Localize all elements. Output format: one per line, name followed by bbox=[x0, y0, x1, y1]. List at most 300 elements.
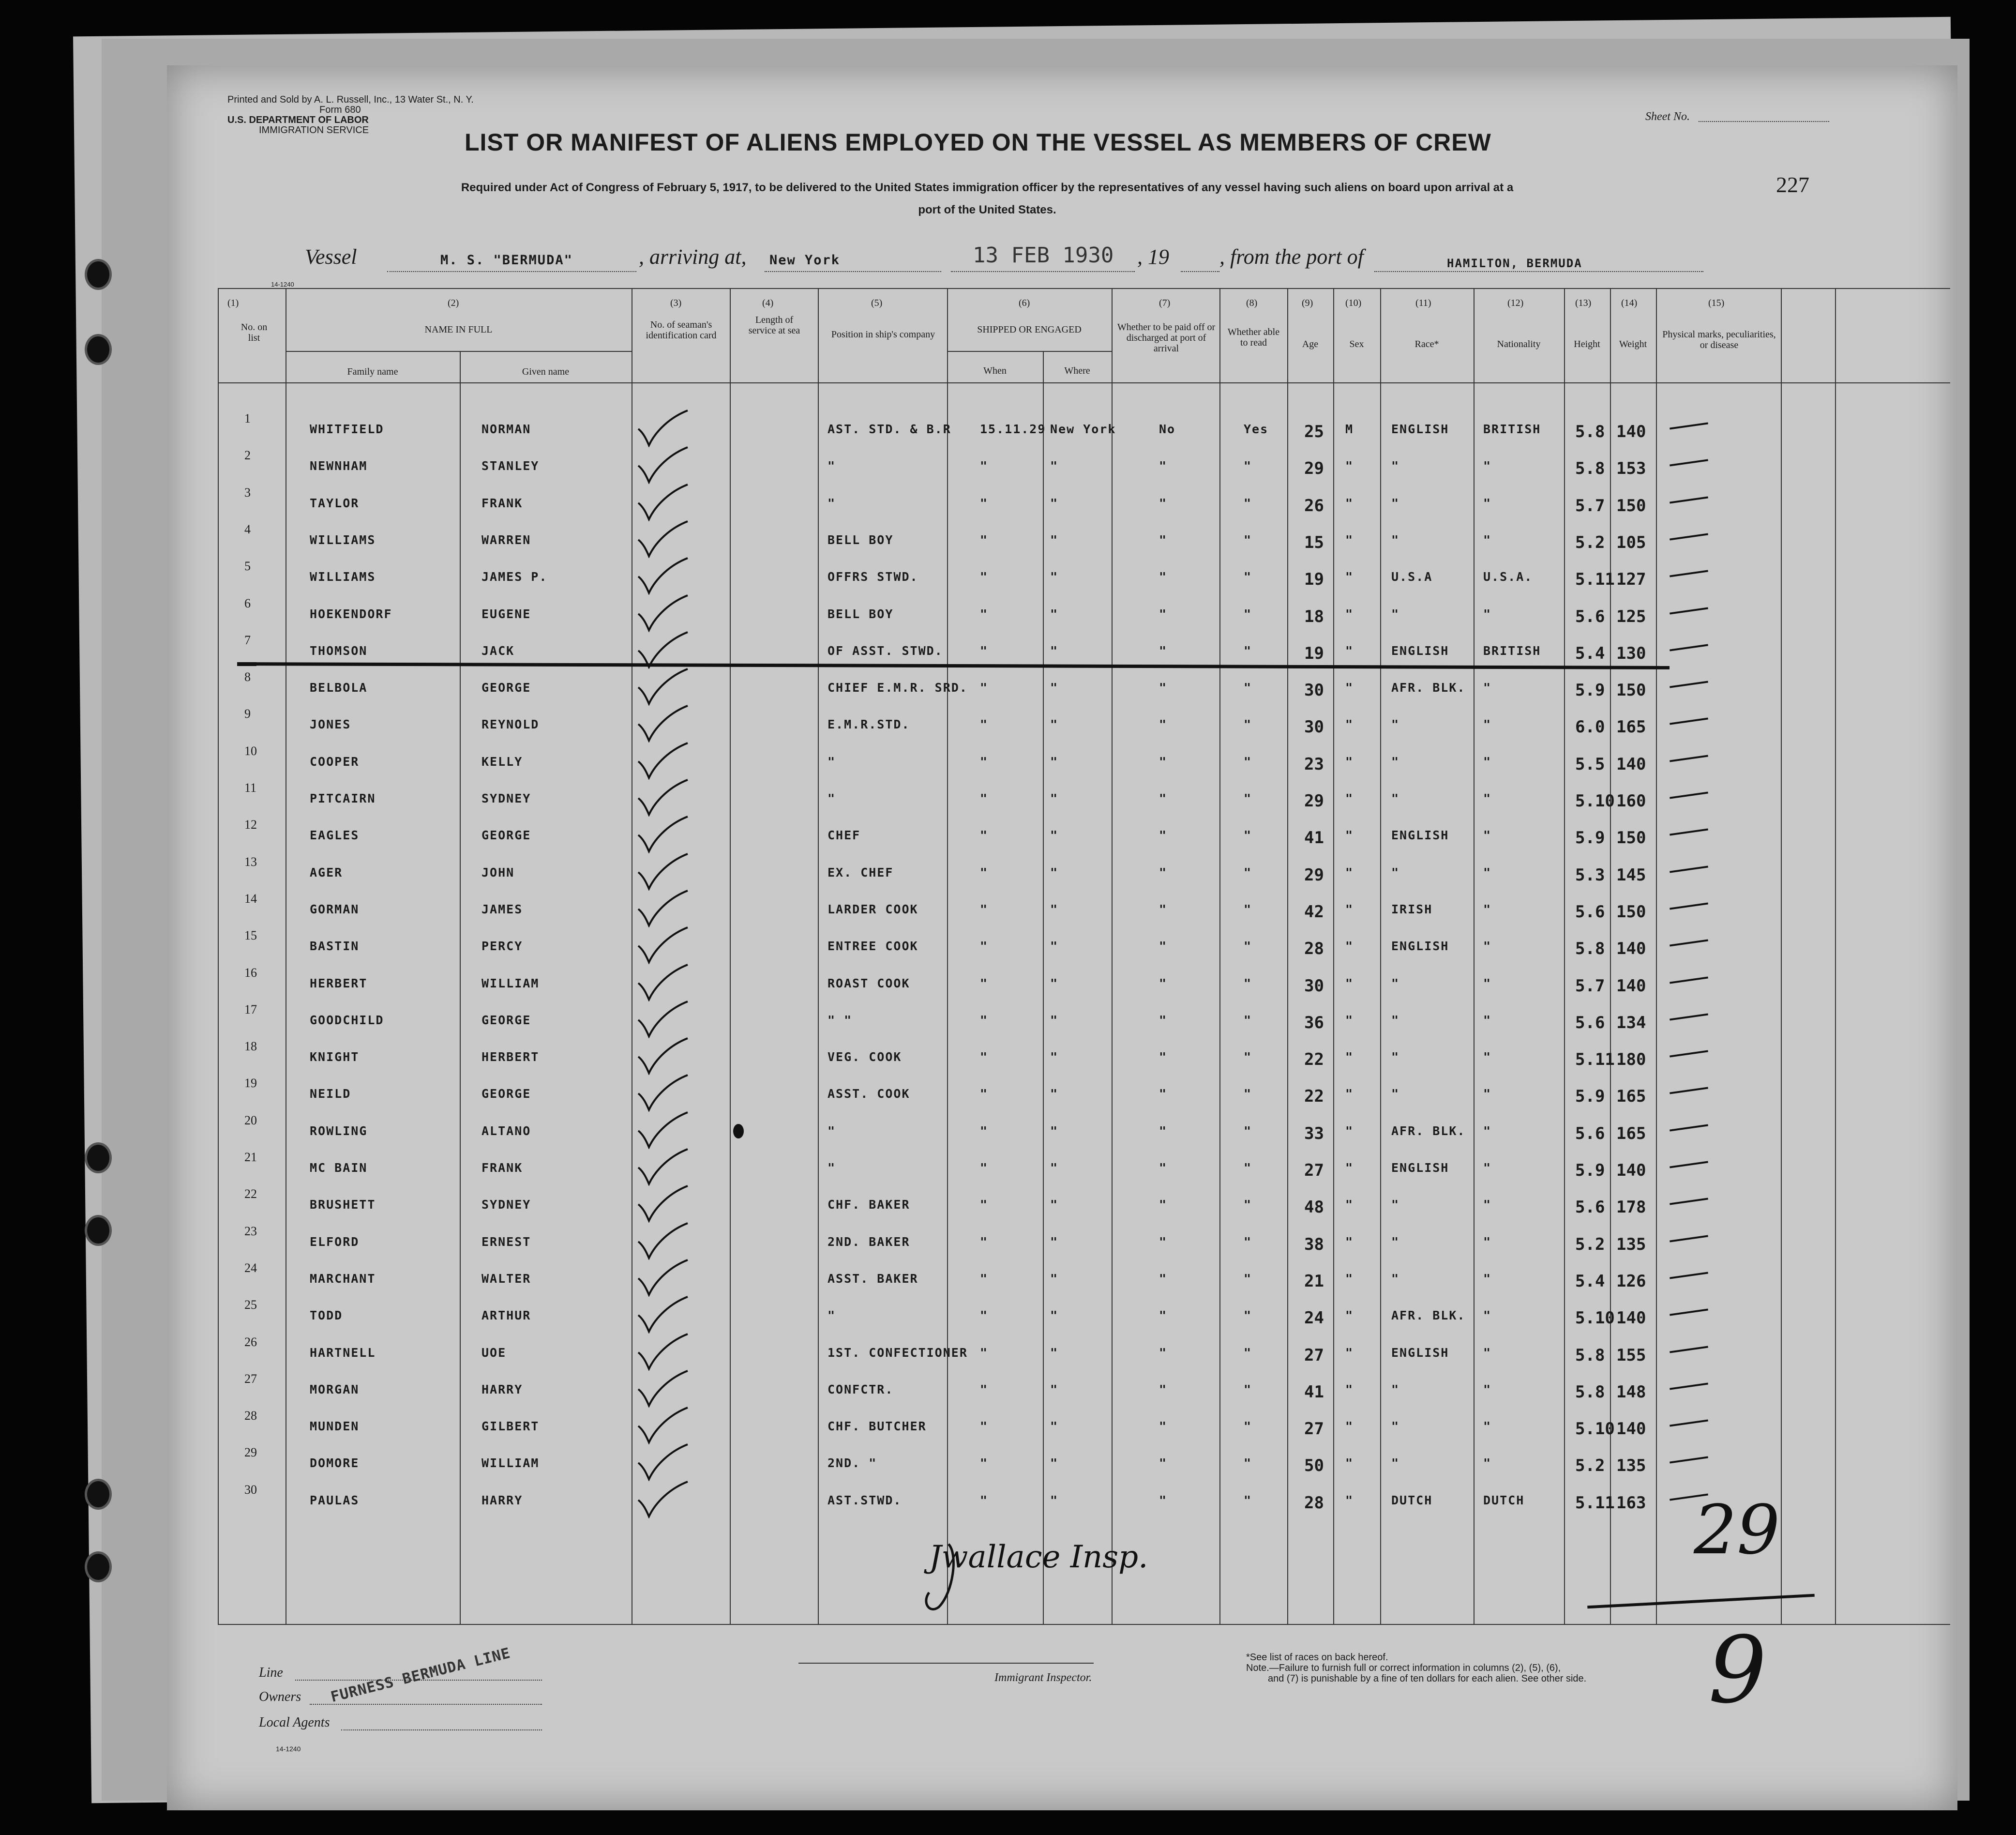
physical-marks-dash bbox=[1670, 1161, 1708, 1168]
given-name: GEORGE bbox=[481, 681, 531, 695]
check-mark-icon bbox=[636, 445, 690, 484]
height: 5.11 bbox=[1575, 570, 1615, 590]
vessel-underline bbox=[387, 271, 636, 272]
height: 5.9 bbox=[1575, 681, 1605, 700]
shipped-when: " bbox=[980, 1123, 989, 1138]
height: 5.9 bbox=[1575, 1161, 1605, 1180]
binder-hole bbox=[85, 259, 112, 290]
height: 5.6 bbox=[1575, 1198, 1605, 1217]
row-number: 17 bbox=[244, 1002, 257, 1016]
given-name: KELLY bbox=[481, 754, 523, 769]
family-name: NEWNHAM bbox=[310, 459, 368, 473]
shipped-when: " bbox=[980, 939, 989, 954]
sex: " bbox=[1345, 1382, 1354, 1396]
position: AST.STWD. bbox=[827, 1493, 902, 1507]
check-mark-icon bbox=[636, 409, 690, 447]
height: 5.2 bbox=[1575, 1456, 1605, 1476]
age: 29 bbox=[1304, 459, 1324, 479]
date-stamp: 13 FEB 1930 bbox=[973, 243, 1114, 268]
shipped-where: " bbox=[1050, 459, 1059, 473]
age: 50 bbox=[1304, 1456, 1324, 1476]
vessel-label: Vessel bbox=[305, 245, 357, 269]
shipped-when: " bbox=[980, 717, 989, 732]
position: " bbox=[827, 496, 836, 510]
paid-off: " bbox=[1159, 607, 1168, 621]
race: " bbox=[1391, 459, 1400, 473]
race: AFR. BLK. bbox=[1391, 1123, 1466, 1138]
given-name: WALTER bbox=[481, 1271, 531, 1286]
shipped-when: " bbox=[980, 791, 989, 805]
shipped-where: " bbox=[1050, 1013, 1059, 1027]
paid-off: " bbox=[1159, 1013, 1168, 1027]
position: " bbox=[827, 791, 836, 805]
physical-marks-dash bbox=[1670, 976, 1708, 984]
shipped-when: " bbox=[980, 1345, 989, 1360]
height: 5.8 bbox=[1575, 1345, 1605, 1365]
shipped-where: " bbox=[1050, 643, 1059, 658]
physical-marks-dash bbox=[1670, 791, 1708, 799]
check-mark-icon bbox=[636, 741, 690, 780]
check-mark-icon bbox=[636, 852, 690, 891]
nationality: " bbox=[1483, 754, 1492, 769]
weight: 140 bbox=[1616, 1419, 1646, 1439]
shipped-where: " bbox=[1050, 1087, 1059, 1101]
age: 42 bbox=[1304, 902, 1324, 922]
shipped-when: " bbox=[980, 459, 989, 473]
physical-marks-dash bbox=[1670, 607, 1708, 614]
heading-family-name: Family name bbox=[347, 366, 398, 377]
table-row bbox=[0, 411, 2016, 459]
physical-marks-dash bbox=[1670, 570, 1708, 577]
able-to-read: " bbox=[1244, 976, 1252, 990]
given-name: GEORGE bbox=[481, 1087, 531, 1101]
check-mark-icon bbox=[636, 1184, 690, 1223]
arriving-underline bbox=[765, 271, 941, 272]
table-row bbox=[0, 522, 2016, 570]
family-name: MUNDEN bbox=[310, 1419, 360, 1434]
weight: 150 bbox=[1616, 828, 1646, 848]
able-to-read: " bbox=[1244, 1419, 1252, 1434]
sex: " bbox=[1345, 1493, 1354, 1507]
nationality: " bbox=[1483, 1161, 1492, 1175]
race: " bbox=[1391, 1050, 1400, 1064]
position: EX. CHEF bbox=[827, 865, 894, 880]
able-to-read: " bbox=[1244, 532, 1252, 547]
table-row bbox=[0, 485, 2016, 533]
crew-count-other: 9 bbox=[1708, 1617, 1767, 1724]
weight: 125 bbox=[1616, 607, 1646, 626]
physical-marks-dash bbox=[1670, 496, 1708, 503]
able-to-read: Yes bbox=[1244, 422, 1269, 436]
table-row bbox=[0, 1076, 2016, 1123]
table-row bbox=[0, 559, 2016, 607]
header-bottom-border bbox=[218, 382, 1950, 383]
check-mark-icon bbox=[636, 1369, 690, 1408]
race: " bbox=[1391, 1382, 1400, 1396]
height: 5.7 bbox=[1575, 496, 1605, 516]
shipped-where: " bbox=[1050, 1161, 1059, 1175]
row-number: 5 bbox=[244, 559, 251, 574]
height: 5.10 bbox=[1575, 1419, 1615, 1439]
nationality: " bbox=[1483, 939, 1492, 954]
given-name: JOHN bbox=[481, 865, 515, 880]
paid-off: " bbox=[1159, 532, 1168, 547]
table-row bbox=[0, 1371, 2016, 1419]
paid-off: " bbox=[1159, 1087, 1168, 1101]
able-to-read: " bbox=[1244, 643, 1252, 658]
paid-off: " bbox=[1159, 902, 1168, 916]
shipped-when: " bbox=[980, 1050, 989, 1064]
height: 5.6 bbox=[1575, 607, 1605, 626]
row-number: 9 bbox=[244, 707, 251, 721]
table-row bbox=[0, 891, 2016, 939]
check-mark-icon bbox=[636, 667, 690, 706]
paid-off: " bbox=[1159, 1493, 1168, 1507]
race: " bbox=[1391, 754, 1400, 769]
shipped-when: " bbox=[980, 1087, 989, 1101]
able-to-read: " bbox=[1244, 902, 1252, 916]
document-subtitle bbox=[281, 177, 1694, 221]
age: 38 bbox=[1304, 1234, 1324, 1254]
row-number: 7 bbox=[244, 633, 251, 647]
table-row bbox=[0, 1445, 2016, 1493]
nationality: " bbox=[1483, 828, 1492, 843]
nationality: " bbox=[1483, 1198, 1492, 1212]
shipped-when: " bbox=[980, 1456, 989, 1471]
physical-marks-dash bbox=[1670, 865, 1708, 873]
check-mark-icon bbox=[636, 593, 690, 632]
weight: 178 bbox=[1616, 1198, 1646, 1217]
sex: " bbox=[1345, 902, 1354, 916]
shipped-when: " bbox=[980, 1493, 989, 1507]
age: 24 bbox=[1304, 1308, 1324, 1328]
family-name: TAYLOR bbox=[310, 496, 360, 510]
physical-marks-dash bbox=[1670, 1235, 1708, 1242]
row-7-strike-mark bbox=[237, 662, 256, 666]
binder-hole bbox=[85, 334, 112, 365]
height: 5.4 bbox=[1575, 1271, 1605, 1291]
row-number: 29 bbox=[244, 1445, 257, 1460]
sex: " bbox=[1345, 828, 1354, 843]
height: 5.6 bbox=[1575, 1013, 1605, 1032]
height: 5.11 bbox=[1575, 1050, 1615, 1070]
weight: 140 bbox=[1616, 754, 1646, 774]
weight: 148 bbox=[1616, 1382, 1646, 1402]
table-bottom-border bbox=[218, 1624, 1950, 1625]
heading-shipped-engaged: SHIPPED OR ENGAGED bbox=[977, 324, 1082, 335]
shipped-when: " bbox=[980, 643, 989, 658]
family-name: WILLIAMS bbox=[310, 532, 376, 547]
local-agents-label: Local Agents bbox=[259, 1715, 330, 1730]
vessel-name: M. S. "BERMUDA" bbox=[440, 253, 573, 268]
race: " bbox=[1391, 1456, 1400, 1471]
height: 5.8 bbox=[1575, 1382, 1605, 1402]
nationality: " bbox=[1483, 1087, 1492, 1101]
paid-off: " bbox=[1159, 1050, 1168, 1064]
paid-off: " bbox=[1159, 1419, 1168, 1434]
shipped-where: " bbox=[1050, 532, 1059, 547]
able-to-read: " bbox=[1244, 939, 1252, 954]
shipped-where: " bbox=[1050, 828, 1059, 843]
given-name: WILLIAM bbox=[481, 976, 540, 990]
row-number: 1 bbox=[244, 411, 251, 425]
form-code-top: 14-1240 bbox=[271, 281, 294, 288]
family-name: PITCAIRN bbox=[310, 791, 376, 805]
race: ENGLISH bbox=[1391, 643, 1449, 658]
sex: " bbox=[1345, 1161, 1354, 1175]
weight: 134 bbox=[1616, 1013, 1646, 1032]
age: 18 bbox=[1304, 607, 1324, 626]
weight: 150 bbox=[1616, 496, 1646, 516]
sex: " bbox=[1345, 939, 1354, 954]
position: " " bbox=[827, 1013, 853, 1027]
paid-off: " bbox=[1159, 1123, 1168, 1138]
given-name: GILBERT bbox=[481, 1419, 540, 1434]
paid-off: " bbox=[1159, 643, 1168, 658]
shipped-when: " bbox=[980, 828, 989, 843]
weight: 140 bbox=[1616, 939, 1646, 959]
race: IRISH bbox=[1391, 902, 1433, 916]
column-number: (12) bbox=[1507, 298, 1524, 308]
row-number: 19 bbox=[244, 1076, 257, 1091]
position: BELL BOY bbox=[827, 607, 894, 621]
position: CHF. BUTCHER bbox=[827, 1419, 927, 1434]
shipped-where: " bbox=[1050, 791, 1059, 805]
column-number: (7) bbox=[1159, 298, 1171, 308]
given-name: FRANK bbox=[481, 1161, 523, 1175]
given-name: ERNEST bbox=[481, 1234, 531, 1249]
race: AFR. BLK. bbox=[1391, 681, 1466, 695]
owners-underline bbox=[310, 1704, 542, 1705]
able-to-read: " bbox=[1244, 1308, 1252, 1323]
family-name: COOPER bbox=[310, 754, 360, 769]
race: " bbox=[1391, 532, 1400, 547]
nationality: " bbox=[1483, 607, 1492, 621]
column-number: (4) bbox=[762, 298, 774, 308]
heading-name-in-full: NAME IN FULL bbox=[424, 324, 493, 335]
weight: 153 bbox=[1616, 459, 1646, 479]
from-port-underline bbox=[1374, 271, 1703, 272]
sex: " bbox=[1345, 1234, 1354, 1249]
shipped-where: " bbox=[1050, 681, 1059, 695]
physical-marks-dash bbox=[1670, 829, 1708, 836]
able-to-read: " bbox=[1244, 791, 1252, 805]
table-row bbox=[0, 1335, 2016, 1382]
race: ENGLISH bbox=[1391, 1345, 1449, 1360]
able-to-read: " bbox=[1244, 1382, 1252, 1396]
family-name: DOMORE bbox=[310, 1456, 360, 1471]
shipped-when: " bbox=[980, 1013, 989, 1027]
given-name: WILLIAM bbox=[481, 1456, 540, 1471]
nationality: " bbox=[1483, 1382, 1492, 1396]
heading-where: Where bbox=[1064, 365, 1090, 376]
heading-physical-marks: Physical marks, peculiarities, or disease bbox=[1662, 329, 1776, 350]
physical-marks-dash bbox=[1670, 422, 1708, 429]
able-to-read: " bbox=[1244, 1087, 1252, 1101]
sex: " bbox=[1345, 459, 1354, 473]
given-name: UOE bbox=[481, 1345, 507, 1360]
weight: 163 bbox=[1616, 1493, 1646, 1513]
age: 28 bbox=[1304, 939, 1324, 959]
age: 30 bbox=[1304, 681, 1324, 700]
weight: 145 bbox=[1616, 865, 1646, 885]
race: " bbox=[1391, 865, 1400, 880]
table-row bbox=[0, 818, 2016, 865]
family-name: PAULAS bbox=[310, 1493, 360, 1507]
nationality: " bbox=[1483, 1308, 1492, 1323]
nationality: " bbox=[1483, 532, 1492, 547]
age: 27 bbox=[1304, 1161, 1324, 1180]
nationality: " bbox=[1483, 717, 1492, 732]
check-mark-icon bbox=[636, 889, 690, 927]
sex: " bbox=[1345, 496, 1354, 510]
heading-given-name: Given name bbox=[522, 366, 570, 377]
paid-off: " bbox=[1159, 1271, 1168, 1286]
position: LARDER COOK bbox=[827, 902, 918, 916]
shipped-where: " bbox=[1050, 1419, 1059, 1434]
physical-marks-dash bbox=[1670, 1198, 1708, 1205]
shipped-where: " bbox=[1050, 496, 1059, 510]
nationality: " bbox=[1483, 902, 1492, 916]
height: 5.7 bbox=[1575, 976, 1605, 996]
family-name: WILLIAMS bbox=[310, 570, 376, 584]
nationality: " bbox=[1483, 1013, 1492, 1027]
given-name: STANLEY bbox=[481, 459, 540, 473]
able-to-read: " bbox=[1244, 607, 1252, 621]
sex: " bbox=[1345, 1456, 1354, 1471]
age: 15 bbox=[1304, 532, 1324, 552]
sex: " bbox=[1345, 754, 1354, 769]
position: ASST. BAKER bbox=[827, 1271, 918, 1286]
check-mark-icon bbox=[636, 483, 690, 521]
paid-off: " bbox=[1159, 754, 1168, 769]
given-name: EUGENE bbox=[481, 607, 531, 621]
shipped-where: " bbox=[1050, 1456, 1059, 1471]
heading-paid-off: Whether to be paid off or discharged at port of arrival bbox=[1117, 322, 1216, 354]
race: " bbox=[1391, 496, 1400, 510]
shipped-when: " bbox=[980, 681, 989, 695]
physical-marks-dash bbox=[1670, 1420, 1708, 1427]
row-number: 25 bbox=[244, 1298, 257, 1312]
heading-age: Age bbox=[1302, 339, 1319, 349]
able-to-read: " bbox=[1244, 681, 1252, 695]
age: 30 bbox=[1304, 976, 1324, 996]
family-name: BELBOLA bbox=[310, 681, 368, 695]
position: " bbox=[827, 1123, 836, 1138]
given-name: HARRY bbox=[481, 1382, 523, 1396]
line-label: Line bbox=[259, 1665, 283, 1680]
table-row bbox=[0, 928, 2016, 976]
shipped-where: " bbox=[1050, 1123, 1059, 1138]
shipped-where: " bbox=[1050, 1382, 1059, 1396]
shipped-when: " bbox=[980, 1419, 989, 1434]
race: " bbox=[1391, 1087, 1400, 1101]
shipped-when: " bbox=[980, 532, 989, 547]
column-number: (5) bbox=[871, 298, 883, 308]
paid-off: No bbox=[1159, 422, 1176, 436]
sex: " bbox=[1345, 607, 1354, 621]
age: 23 bbox=[1304, 754, 1324, 774]
able-to-read: " bbox=[1244, 496, 1252, 510]
position: OFFRS STWD. bbox=[827, 570, 918, 584]
heading-height: Height bbox=[1574, 339, 1600, 349]
row-number: 3 bbox=[244, 485, 251, 500]
height: 5.2 bbox=[1575, 1234, 1605, 1254]
sheet-number-label: Sheet No. bbox=[1645, 110, 1690, 123]
able-to-read: " bbox=[1244, 1123, 1252, 1138]
shipped-when: " bbox=[980, 1308, 989, 1323]
weight: 130 bbox=[1616, 643, 1646, 663]
from-port-label: , from the port of bbox=[1219, 245, 1364, 269]
shipped-where: " bbox=[1050, 1345, 1059, 1360]
height: 5.9 bbox=[1575, 828, 1605, 848]
able-to-read: " bbox=[1244, 828, 1252, 843]
given-name: SYDNEY bbox=[481, 791, 531, 805]
page-number: 227 bbox=[1776, 172, 1809, 197]
given-name: SYDNEY bbox=[481, 1198, 531, 1212]
weight: 135 bbox=[1616, 1234, 1646, 1254]
weight: 105 bbox=[1616, 532, 1646, 552]
given-name: GEORGE bbox=[481, 828, 531, 843]
form-number: Form 680 bbox=[319, 105, 361, 115]
given-name: NORMAN bbox=[481, 422, 531, 436]
check-mark-icon bbox=[636, 963, 690, 1001]
height: 5.6 bbox=[1575, 902, 1605, 922]
shipped-where: " bbox=[1050, 570, 1059, 584]
table-row bbox=[0, 743, 2016, 791]
race: " bbox=[1391, 1198, 1400, 1212]
signature-flourish bbox=[919, 1534, 997, 1617]
able-to-read: " bbox=[1244, 459, 1252, 473]
sex: " bbox=[1345, 976, 1354, 990]
sex: " bbox=[1345, 1308, 1354, 1323]
printer-credit: Printed and Sold by A. L. Russell, Inc., 13 Water St., N. Y. bbox=[227, 94, 474, 105]
sex: " bbox=[1345, 865, 1354, 880]
check-mark-icon bbox=[636, 778, 690, 817]
age: 22 bbox=[1304, 1087, 1324, 1107]
column-number: (15) bbox=[1708, 298, 1725, 308]
paid-off: " bbox=[1159, 459, 1168, 473]
physical-marks-dash bbox=[1670, 1272, 1708, 1279]
family-name: TODD bbox=[310, 1308, 343, 1323]
age: 29 bbox=[1304, 791, 1324, 811]
row-number: 21 bbox=[244, 1150, 257, 1164]
arrival-port: New York bbox=[769, 253, 841, 268]
shipped-where: New York bbox=[1050, 422, 1116, 436]
check-mark-icon bbox=[636, 704, 690, 743]
paid-off: " bbox=[1159, 828, 1168, 843]
height: 6.0 bbox=[1575, 717, 1605, 737]
position: ASST. COOK bbox=[827, 1087, 910, 1101]
shipped-where: " bbox=[1050, 717, 1059, 732]
penalty-note-1: Note.—Failure to furnish full or correct information in columns (2), (5), (6), bbox=[1246, 1663, 1561, 1673]
physical-marks-dash bbox=[1670, 902, 1708, 910]
document-title: LIST OR MANIFEST OF ALIENS EMPLOYED ON THE VESSEL AS MEMBERS OF CREW bbox=[465, 129, 1491, 156]
physical-marks-dash bbox=[1670, 1087, 1708, 1094]
column-number: (10) bbox=[1345, 298, 1362, 308]
age: 36 bbox=[1304, 1013, 1324, 1032]
weight: 140 bbox=[1616, 976, 1646, 996]
able-to-read: " bbox=[1244, 1050, 1252, 1064]
penalty-note-2: and (7) is punishable by a fine of ten dollars for each alien. See other side. bbox=[1268, 1673, 1587, 1684]
race: " bbox=[1391, 791, 1400, 805]
weight: 165 bbox=[1616, 717, 1646, 737]
shipped-when: " bbox=[980, 1161, 989, 1175]
paid-off: " bbox=[1159, 1345, 1168, 1360]
sex: " bbox=[1345, 1198, 1354, 1212]
column-number: (13) bbox=[1575, 298, 1592, 308]
agents-underline bbox=[341, 1729, 542, 1730]
